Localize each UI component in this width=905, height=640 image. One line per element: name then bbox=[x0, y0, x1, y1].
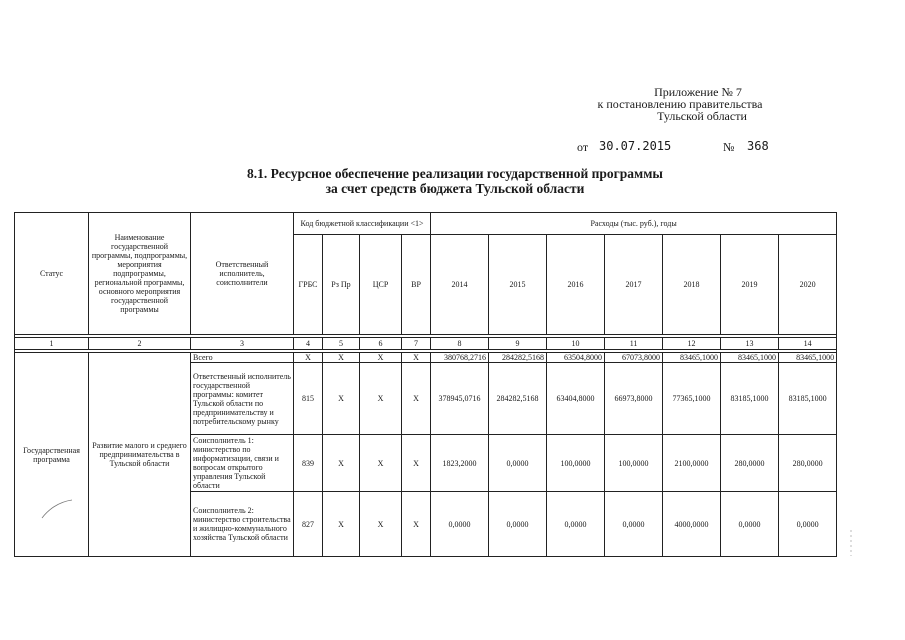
appendix-dateline bbox=[577, 140, 797, 156]
row-rzpr: X bbox=[323, 353, 360, 363]
date-prefix: от bbox=[577, 140, 589, 154]
header-year: 2018 bbox=[663, 235, 721, 335]
header-year: 2014 bbox=[431, 235, 489, 335]
header-year: 2020 bbox=[779, 235, 837, 335]
header-rzpr: Рз Пр bbox=[323, 235, 360, 335]
header-year: 2016 bbox=[547, 235, 605, 335]
row-value: 100,0000 bbox=[547, 435, 605, 492]
row-value: 280,0000 bbox=[721, 435, 779, 492]
row-value: 0,0000 bbox=[721, 492, 779, 557]
col-number: 3 bbox=[191, 338, 294, 350]
row-vr: X bbox=[402, 492, 431, 557]
header-year: 2019 bbox=[721, 235, 779, 335]
document-title bbox=[200, 166, 710, 196]
header-name: Наименование государственной программы, подпрограммы, мероприятия подпрограммы, региональной программы, основного мероприятия государственной программы bbox=[89, 213, 191, 335]
row-value: 284282,5168 bbox=[489, 363, 547, 435]
resource-table bbox=[14, 212, 837, 557]
col-number: 8 bbox=[431, 338, 489, 350]
col-number: 1 bbox=[15, 338, 89, 350]
margin-dash-mark bbox=[846, 528, 856, 558]
row-value: 0,0000 bbox=[489, 435, 547, 492]
col-number: 10 bbox=[547, 338, 605, 350]
title-line-1: 8.1. Ресурсное обеспечение реализации государственной программы bbox=[247, 166, 663, 181]
row-value: 66973,8000 bbox=[605, 363, 663, 435]
row-rzpr: X bbox=[323, 492, 360, 557]
row-value: 67073,8000 bbox=[605, 353, 663, 363]
appendix-region: Тульской области bbox=[657, 109, 747, 123]
row-value: 0,0000 bbox=[489, 492, 547, 557]
appendix-date: 30.07.2015 bbox=[599, 139, 672, 153]
row-executor: Соисполнитель 2: министерство строительства и жилищно-коммунального хозяйства Тульской области bbox=[191, 492, 294, 557]
header-status: Статус bbox=[15, 213, 89, 335]
row-value: 2100,0000 bbox=[663, 435, 721, 492]
title-line-2: за счет средств бюджета Тульской области bbox=[325, 181, 585, 196]
appendix-number-value: 368 bbox=[747, 139, 769, 153]
row-value: 100,0000 bbox=[605, 435, 663, 492]
row-value: 0,0000 bbox=[779, 492, 837, 557]
row-value: 0,0000 bbox=[605, 492, 663, 557]
row-value: 83465,1000 bbox=[779, 353, 837, 363]
row-value: 63504,8000 bbox=[547, 353, 605, 363]
row-value: 77365,1000 bbox=[663, 363, 721, 435]
header-executor: Ответственный исполнитель, соисполнители bbox=[191, 213, 294, 335]
row-grbs: 827 bbox=[294, 492, 323, 557]
row-value: 280,0000 bbox=[779, 435, 837, 492]
appendix-resolution: к постановлению правительства bbox=[597, 97, 763, 111]
row-value: 63404,8000 bbox=[547, 363, 605, 435]
row-grbs: 839 bbox=[294, 435, 323, 492]
row-executor: Всего bbox=[191, 353, 294, 363]
row-executor: Ответственный исполнитель государственной программы: комитет Тульской области по предпринимательству и потребительскому рынку bbox=[191, 363, 294, 435]
col-number: 12 bbox=[663, 338, 721, 350]
appendix-block bbox=[565, 86, 795, 122]
row-value: 0,0000 bbox=[431, 492, 489, 557]
col-number: 7 bbox=[402, 338, 431, 350]
header-grbs: ГРБС bbox=[294, 235, 323, 335]
col-number: 11 bbox=[605, 338, 663, 350]
row-vr: X bbox=[402, 363, 431, 435]
pen-stroke-mark bbox=[40, 498, 74, 520]
row-value: 0,0000 bbox=[547, 492, 605, 557]
header-vr: ВР bbox=[402, 235, 431, 335]
row-value: 378945,0716 bbox=[431, 363, 489, 435]
header-budget-code: Код бюджетной классификации <1> bbox=[294, 213, 431, 235]
row-csr: X bbox=[360, 435, 402, 492]
program-name: Развитие малого и среднего предпринимательства в Тульской области bbox=[89, 353, 191, 557]
col-number: 14 bbox=[779, 338, 837, 350]
row-executor: Соисполнитель 1: министерство по информатизации, связи и вопросам открытого управления Тульской области bbox=[191, 435, 294, 492]
row-value: 83185,1000 bbox=[721, 363, 779, 435]
row-value: 83465,1000 bbox=[663, 353, 721, 363]
row-rzpr: X bbox=[323, 363, 360, 435]
table-row-total bbox=[15, 353, 837, 363]
col-number: 2 bbox=[89, 338, 191, 350]
row-grbs: X bbox=[294, 353, 323, 363]
number-prefix: № bbox=[723, 140, 735, 154]
column-number-row bbox=[15, 338, 837, 350]
row-value: 1823,2000 bbox=[431, 435, 489, 492]
row-rzpr: X bbox=[323, 435, 360, 492]
col-number: 5 bbox=[323, 338, 360, 350]
row-vr: X bbox=[402, 435, 431, 492]
header-csr: ЦСР bbox=[360, 235, 402, 335]
row-csr: X bbox=[360, 363, 402, 435]
col-number: 4 bbox=[294, 338, 323, 350]
row-value: 83185,1000 bbox=[779, 363, 837, 435]
row-csr: X bbox=[360, 492, 402, 557]
row-csr: X bbox=[360, 353, 402, 363]
appendix-number: Приложение № 7 bbox=[654, 85, 742, 99]
col-number: 9 bbox=[489, 338, 547, 350]
row-value: 380768,2716 bbox=[431, 353, 489, 363]
row-value: 83465,1000 bbox=[721, 353, 779, 363]
row-value: 284282,5168 bbox=[489, 353, 547, 363]
header-expenses: Расходы (тыс. руб.), годы bbox=[431, 213, 837, 235]
row-vr: X bbox=[402, 353, 431, 363]
program-status: Государственная программа bbox=[15, 353, 89, 557]
col-number: 6 bbox=[360, 338, 402, 350]
col-number: 13 bbox=[721, 338, 779, 350]
header-year: 2015 bbox=[489, 235, 547, 335]
row-value: 4000,0000 bbox=[663, 492, 721, 557]
row-grbs: 815 bbox=[294, 363, 323, 435]
header-year: 2017 bbox=[605, 235, 663, 335]
